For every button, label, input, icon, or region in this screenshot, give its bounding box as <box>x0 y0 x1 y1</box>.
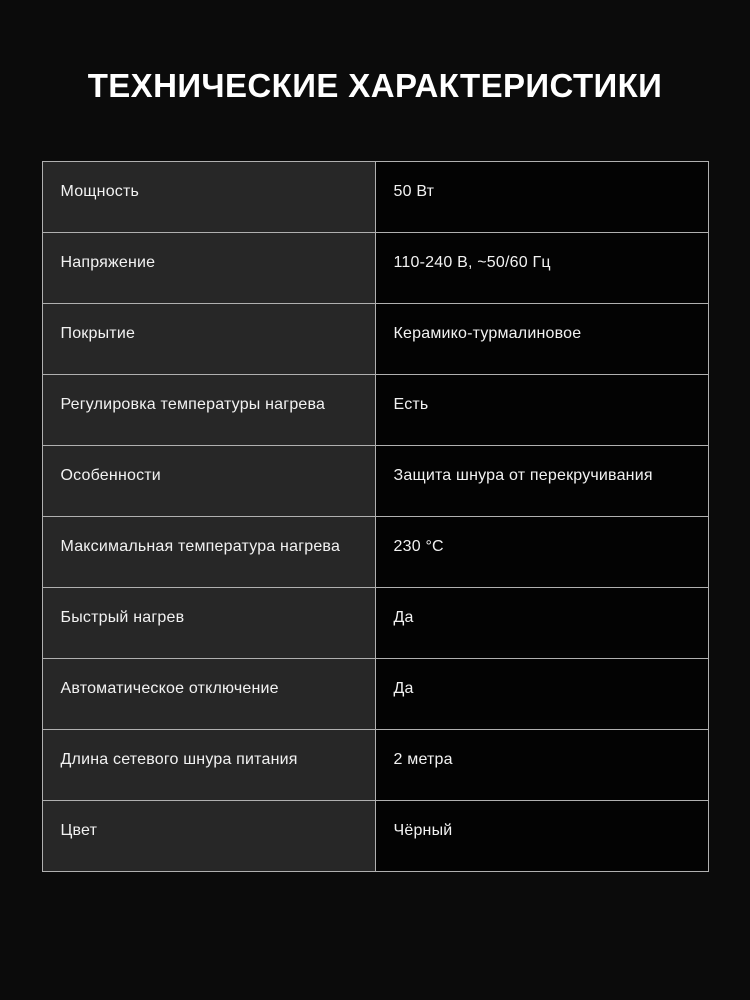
table-row <box>42 801 708 872</box>
spec-label: Напряжение <box>42 233 375 304</box>
table-row <box>42 446 708 517</box>
spec-label: Длина сетевого шнура питания <box>42 730 375 801</box>
spec-table <box>42 161 709 872</box>
spec-label: Цвет <box>42 801 375 872</box>
page-title: ТЕХНИЧЕСКИЕ ХАРАКТЕРИСТИКИ <box>87 67 663 104</box>
spec-label: Мощность <box>42 162 375 233</box>
table-row <box>42 588 708 659</box>
spec-label: Особенности <box>42 446 375 517</box>
spec-value: 230 °C <box>375 517 708 588</box>
spec-value: 2 метра <box>375 730 708 801</box>
spec-label: Автоматическое отключение <box>42 659 375 730</box>
table-row <box>42 659 708 730</box>
spec-label: Покрытие <box>42 304 375 375</box>
spec-value: 110-240 В, ~50/60 Гц <box>375 233 708 304</box>
spec-value: Да <box>375 588 708 659</box>
spec-label: Быстрый нагрев <box>42 588 375 659</box>
table-row <box>42 233 708 304</box>
spec-label: Максимальная температура нагрева <box>42 517 375 588</box>
spec-table-body <box>42 162 708 872</box>
table-row <box>42 162 708 233</box>
table-row <box>42 730 708 801</box>
spec-value: Защита шнура от перекручивания <box>375 446 708 517</box>
table-row <box>42 304 708 375</box>
spec-value: Чёрный <box>375 801 708 872</box>
spec-value: Да <box>375 659 708 730</box>
spec-value: Керамико-турмалиновое <box>375 304 708 375</box>
table-row <box>42 517 708 588</box>
spec-value: 50 Вт <box>375 162 708 233</box>
spec-label: Регулировка температуры нагрева <box>42 375 375 446</box>
spec-value: Есть <box>375 375 708 446</box>
table-row <box>42 375 708 446</box>
